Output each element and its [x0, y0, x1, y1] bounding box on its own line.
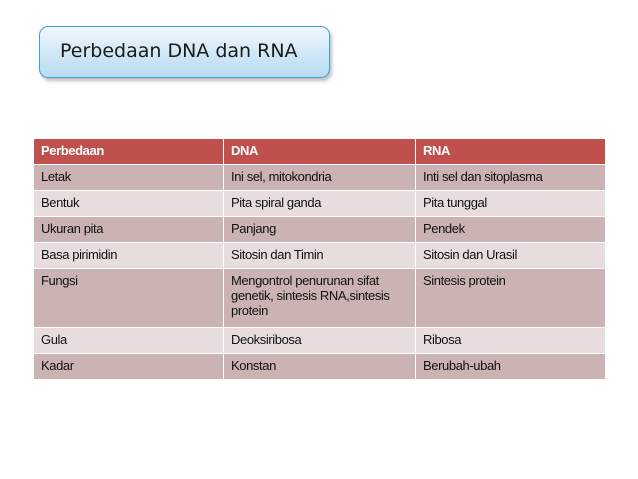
rna-cell: Sitosin dan Urasil — [416, 243, 606, 269]
row-label: Fungsi — [34, 269, 224, 328]
dna-cell: Mengontrol penurunan sifat genetik, sintesis RNA,sintesis protein — [224, 269, 416, 328]
dna-cell: Ini sel, mitokondria — [224, 165, 416, 191]
slide-title: Perbedaan DNA dan RNA — [60, 40, 298, 62]
row-label: Letak — [34, 165, 224, 191]
dna-rna-comparison-table — [33, 138, 606, 380]
row-label: Basa pirimidin — [34, 243, 224, 269]
header-rna: RNA — [416, 139, 606, 165]
header-perbedaan: Perbedaan — [34, 139, 224, 165]
dna-cell: Konstan — [224, 354, 416, 380]
rna-cell: Pita tunggal — [416, 191, 606, 217]
table-row — [34, 217, 606, 243]
table-header-row — [34, 139, 606, 165]
header-dna: DNA — [224, 139, 416, 165]
table-row — [34, 191, 606, 217]
table-row — [34, 165, 606, 191]
table-row — [34, 328, 606, 354]
dna-cell: Panjang — [224, 217, 416, 243]
rna-cell: Sintesis protein — [416, 269, 606, 328]
row-label: Kadar — [34, 354, 224, 380]
row-label: Bentuk — [34, 191, 224, 217]
row-label: Gula — [34, 328, 224, 354]
slide-title-box — [39, 26, 330, 78]
rna-cell: Berubah-ubah — [416, 354, 606, 380]
rna-cell: Pendek — [416, 217, 606, 243]
dna-cell: Sitosin dan Timin — [224, 243, 416, 269]
table-row — [34, 354, 606, 380]
table-row — [34, 243, 606, 269]
row-label: Ukuran pita — [34, 217, 224, 243]
dna-cell: Deoksiribosa — [224, 328, 416, 354]
rna-cell: Inti sel dan sitoplasma — [416, 165, 606, 191]
rna-cell: Ribosa — [416, 328, 606, 354]
dna-cell: Pita spiral ganda — [224, 191, 416, 217]
table-row — [34, 269, 606, 328]
